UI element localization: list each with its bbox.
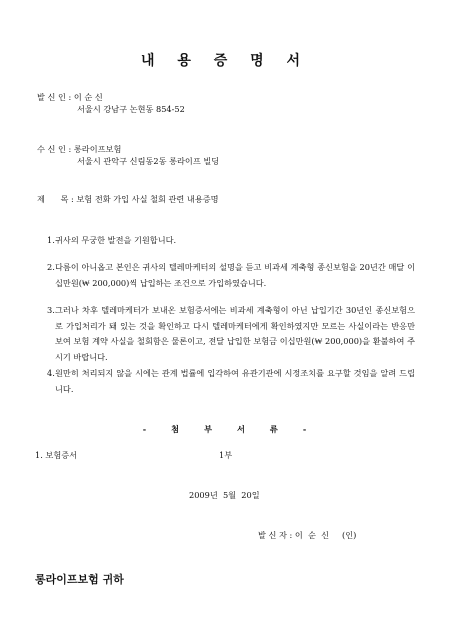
attachment-item-name: 1. 보험증서 [35,450,78,460]
sender-address: 서울시 강남구 논현동 854-52 [77,104,185,114]
paragraph-text: 다름이 아니옵고 본인은 귀사의 텔레마케터의 설명을 듣고 비과세 계축형 종신보험을 20년간 매달 이십만원(₩ 200,000)씩 납입하는 조건으로 가입하였습니다. [55,262,415,288]
recipient-address: 서울시 관악구 신림동2동 롱라이프 빌딩 [77,156,220,166]
subject-line: 제 목 : 보험 전화 가입 사실 철회 관련 내용증명 [37,194,219,204]
document-title: 내 용 증 명 서 [140,53,310,69]
paragraph-number: 4. [47,368,55,378]
paragraph-text: 귀사의 무궁한 발전을 기원합니다. [55,235,177,245]
paragraph-3 [33,303,415,365]
addressee: 롱라이프보험 귀하 [35,573,124,586]
document-date: 2009년 5월 20일 [189,490,260,500]
paragraph-4 [33,366,415,397]
attachment-item-count: 1부 [219,450,233,460]
paragraph-1 [33,233,415,249]
recipient-label: 수 신 인 : 롱라이프보험 [37,144,122,154]
sender-signature: 발 신 자 : 이 순 신 (인) [258,530,357,540]
attachments-heading: - 첨 부 서 류 - [142,424,308,434]
paragraph-text: 원만히 처리되지 않을 시에는 관계 법률에 입각하여 유관기관에 시정조치를 요구할 것임을 알려 드립니다. [55,368,415,394]
sender-label: 발 신 인 : 이 순 신 [37,92,103,102]
paragraph-2 [33,260,415,291]
paragraph-number: 3. [47,305,55,315]
paragraph-text: 그러나 차후 텔레마케터가 보내온 보험증서에는 비과세 계축형이 아닌 납입기간 30년인 종신보험으로 가입처리가 돼 있는 것을 확인하고 다시 텔레마케터에게 확인하였지만 모르는 사실이라는 반응만 보여 보험 계약 사실을 철회함은 물론이고, 전달 납입한 보험금 이십만원(₩ 200,000)을 환불하여 주시기 바랍니다. [55,305,415,362]
paragraph-number: 1. [47,235,55,245]
paragraph-number: 2. [47,262,55,272]
